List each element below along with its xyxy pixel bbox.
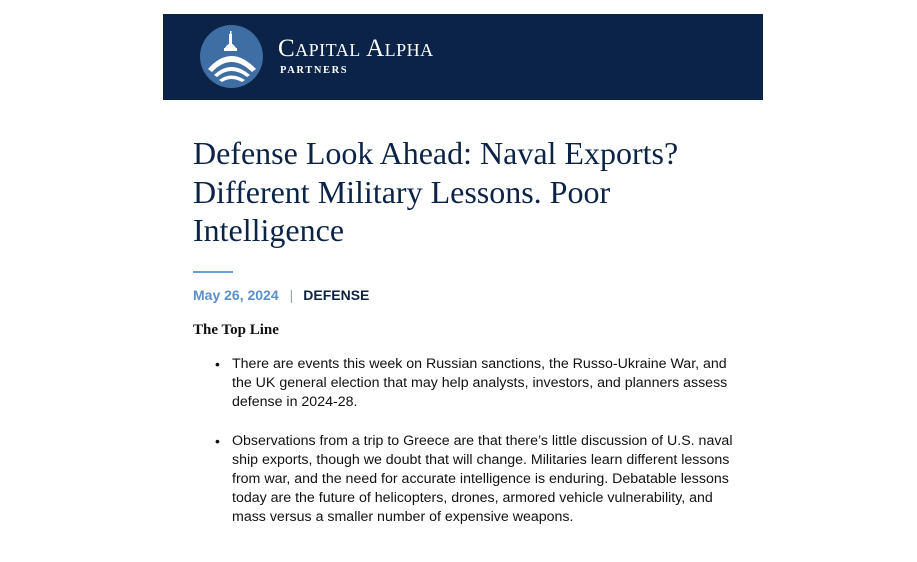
meta-separator: | <box>289 287 294 303</box>
header-banner <box>163 14 763 100</box>
capitol-dome-icon[interactable] <box>200 25 263 88</box>
list-item <box>193 432 738 528</box>
bullet-list <box>193 355 738 528</box>
article-title: Defense Look Ahead: Naval Exports? Different Military Lessons. Poor Intelligence <box>193 135 679 248</box>
bullet-text: There are events this week on Russian sanctions, the Russo-Ukraine War, and the UK general election that may help analysts, investors, and planners assess defense in 2024-28. <box>232 356 728 411</box>
brand-subtitle: PARTNERS <box>280 65 349 76</box>
section-heading: The Top Line <box>193 322 279 338</box>
bullet-text: Observations from a trip to Greece are that there’s little discussion of U.S. naval ship exports, though we doubt that will change. Militaries learn different lessons from war, and the need for accurate intelligence is enduring. Debatable lessons today are the future of helicopters, drones, armored vehicle vulnerability, and mass versus a smaller number of expensive weapons. <box>232 432 733 526</box>
list-item <box>193 355 738 413</box>
bullet-icon: • <box>215 432 220 449</box>
brand-name: Capital Alpha <box>278 35 434 62</box>
bullet-icon: • <box>215 356 220 372</box>
article-meta <box>193 286 369 304</box>
article-category[interactable]: DEFENSE <box>303 287 370 303</box>
title-divider <box>193 271 233 273</box>
article-date: May 26, 2024 <box>193 287 279 303</box>
